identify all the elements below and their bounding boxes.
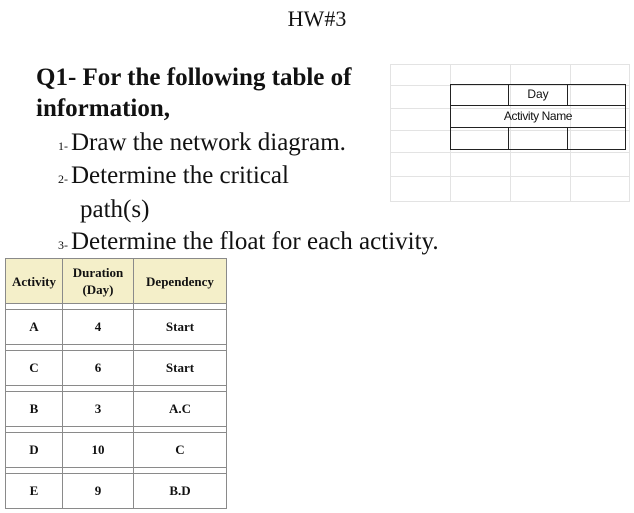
task-text: Determine the float for each activity. [71, 228, 439, 255]
cell-activity: C [6, 351, 63, 386]
task-item-2-continued [80, 196, 149, 224]
node-day-label: Day [527, 87, 549, 101]
task-number: 2- [58, 172, 68, 186]
header-activity: Activity [6, 259, 63, 304]
task-text: Draw the network diagram. [71, 129, 346, 156]
task-number: 3- [58, 238, 68, 252]
cell-activity: E [6, 474, 63, 509]
header-duration-line-1: Duration [72, 265, 124, 280]
task-text: path(s) [80, 196, 150, 223]
cell-dependency: Start [134, 351, 227, 386]
cell-dependency: A.C [134, 392, 227, 427]
question-line-1: Q1- For the following table of [36, 64, 352, 91]
cell-dependency: C [134, 433, 227, 468]
question-line-2: information, [36, 95, 171, 122]
table-row [6, 310, 227, 345]
cell-activity: A [6, 310, 63, 345]
task-item-1 [58, 129, 346, 157]
task-item-3 [58, 228, 439, 256]
question-heading [36, 62, 351, 124]
cell-activity: B [6, 392, 63, 427]
cell-duration: 6 [63, 351, 134, 386]
table-row [6, 474, 227, 509]
node-activity-name-label: Activity Name [503, 109, 573, 123]
task-number: 1- [58, 139, 68, 153]
cell-dependency: B.D [134, 474, 227, 509]
table-row [6, 351, 227, 386]
page-title: HW#3 [287, 6, 347, 31]
node-bottom-row [451, 128, 625, 150]
cell-duration: 9 [63, 474, 134, 509]
cell-duration: 10 [63, 433, 134, 468]
table-row [6, 392, 227, 427]
cell-activity: D [6, 433, 63, 468]
table-header-row [6, 259, 227, 304]
task-text: Determine the critical [71, 162, 289, 189]
cell-duration: 3 [63, 392, 134, 427]
header-dependency: Dependency [134, 259, 227, 304]
task-item-2 [58, 162, 289, 190]
header-duration-line-2: (Day) [82, 282, 114, 297]
activity-table [5, 258, 227, 509]
header-duration [63, 259, 134, 304]
cell-dependency: Start [134, 310, 227, 345]
cell-duration: 4 [63, 310, 134, 345]
activity-node-legend [450, 84, 626, 150]
table-row [6, 433, 227, 468]
